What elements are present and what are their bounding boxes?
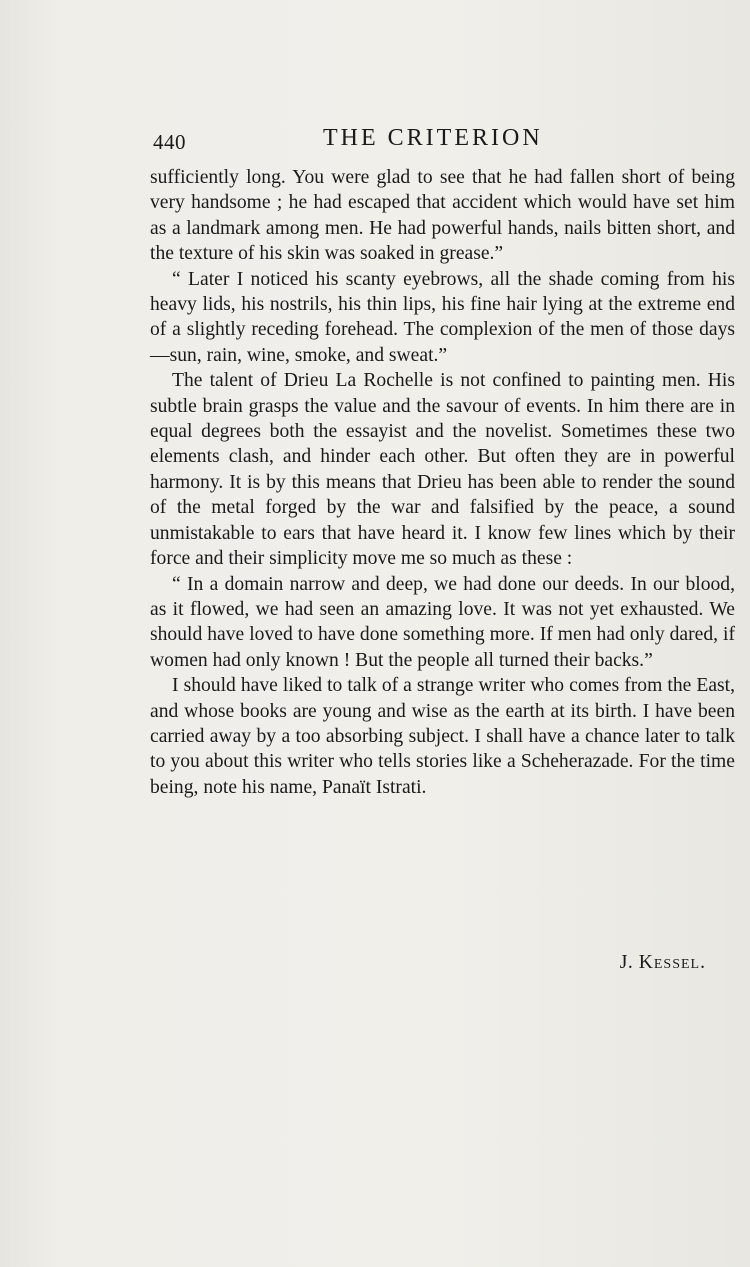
page-number: 440 xyxy=(153,130,186,154)
paragraph: “ In a domain narrow and deep, we had done our deeds. In our blood, as it flowed, we had seen an amazing love. It was not yet exhausted. We should have loved to have done something more. If men had only dared, if women had only known ! But the people all turned their backs.” xyxy=(150,573,735,671)
signature-initial: J. xyxy=(619,952,634,973)
paragraph: sufficiently long. You were glad to see that he had fallen short of being very handsome ; he had escaped that accident which would have set him as a landmark among men. He had powerful hands, nails bitten short, and the texture of his skin was soaked in grease.” xyxy=(150,167,735,265)
paragraph: The talent of Drieu La Rochelle is not confined to painting men. His subtle brain grasps the value and the savour of events. In him there are in equal degrees both the essayist and the novelist. Sometimes these two elements clash, and hinder each other. But often they are in powerful harmony. It is by this means that Drieu has been able to render the sound of the metal forged by the war and falsified by the peace, a sound unmistakable to ears that have heard it. I know few lines which by their force and their simplicity move me so much as these : xyxy=(150,370,735,570)
signature-surname: Kessel. xyxy=(638,952,706,973)
body-text xyxy=(150,165,735,800)
paragraph: “ Later I noticed his scanty eyebrows, all the shade coming from his heavy lids, his nostrils, his thin lips, his fine hair lying at the extreme end of a slightly receding forehead. The complexion of the men of those days—sun, rain, wine, smoke, and sweat.” xyxy=(150,268,735,366)
paragraph: I should have liked to talk of a strange writer who comes from the East, and whose books are young and wise as the earth at its birth. I have been carried away by a too absorbing subject. I shall have a chance later to talk to you about this writer who tells stories like a Scheherazade. For the time being, note his name, Panaït Istrati. xyxy=(150,675,735,798)
author-signature xyxy=(620,952,706,974)
page-header xyxy=(153,125,733,159)
running-head: THE CRITERION xyxy=(323,125,543,151)
